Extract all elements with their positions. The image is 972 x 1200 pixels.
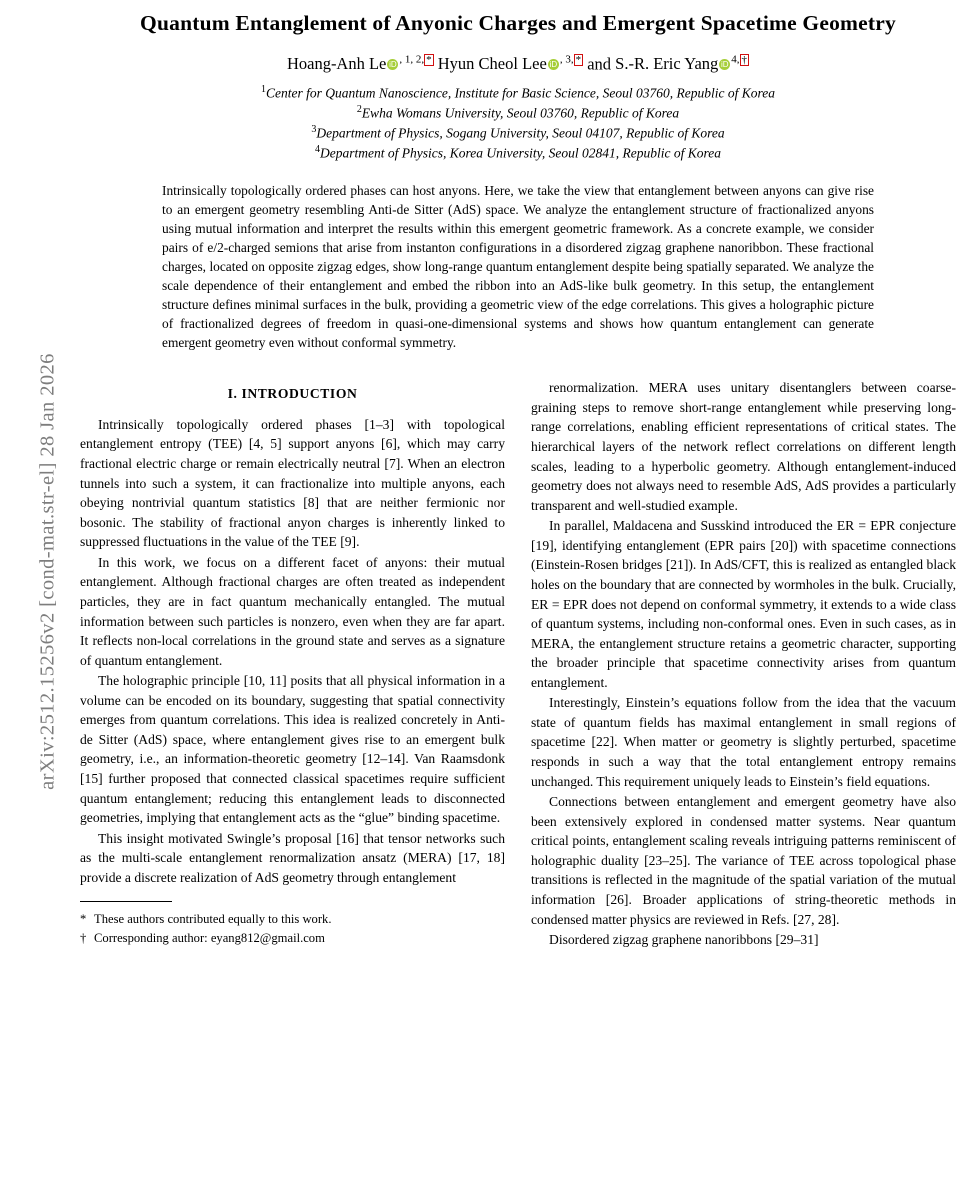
orcid-icon[interactable]: iD [549,60,558,70]
right-paragraph-2: In parallel, Maldacena and Susskind introduced the ER = EPR conjecture [19], identifying entanglement (EPR pairs [20]) with spacetime connections (Einstein-Rosen bridges [21]). In AdS/CFT, this is realized as entangled black holes on the boundary that are connected by wormholes in the bulk. Crucially, ER = EPR does not depend on conformal symmetry, it extends to a wide class of quantum systems, including non-conformal ones. Even in such cases, as in MERA, the entanglement structure retains a geometric character, supporting the broader principle that spacetime connectivity arises from quantum entanglement. [531,518,956,690]
footnote-mark-dagger[interactable]: † [741,53,748,66]
author-3-name: S.-R. Eric Yang [615,54,719,74]
right-paragraph-1: renormalization. MERA uses unitary disentanglers between coarse-graining steps to remove short-range entanglement while preserving long-range correlations, enabling efficient representations of critical states. The hierarchical layers of the network reflect correlations on different length scales, leading to a hyperbolic geometry. Although entanglement-induced geometry does not always need to resemble AdS, AdS provides a particularly transparent and well-studied example. [531,380,956,513]
affiliation-1-text: Center for Quantum Nanoscience, Institute for Basic Science, Seoul 03760, Republic of Korea [265,85,776,101]
affiliation-2-text: Ewha Womans University, Seoul 03760, Republic of Korea [361,105,680,121]
footnote-2-mark: † [80,931,87,946]
left-paragraph-4: This insight motivated Swingle’s proposal [16] that tensor networks such as the multi-scale entanglement renormalization ansatz (MERA) [17, 18] provide a discrete realization of AdS geometry through entanglement [80,830,505,885]
footnote-list [80,910,505,948]
affiliation-4-text: Department of Physics, Korea University, Seoul 02841, Republic of Korea [320,145,721,161]
footnote-1-text: These authors contributed equally to this work. [94,912,332,927]
author-list [80,53,956,75]
affiliation-2 [80,103,956,123]
author-2-affil-sups: , 3, [559,53,574,66]
right-paragraph-3: Interestingly, Einstein’s equations follow from the idea that the vacuum state of quantum fields has maximal entanglement in small regions of spacetime [22]. When matter or geometry is slightly perturbed, spacetime responds in such a way that the total entanglement entropy remains unchanged. This requirement uniquely leads to Einstein’s field equations. [531,695,956,789]
affiliation-3-sup: 3 [311,123,317,135]
page-title: Quantum Entanglement of Anyonic Charges and Emergent Spacetime Geometry [140,11,896,35]
abstract-text: Intrinsically topologically ordered phases can host anyons. Here, we take the view that entanglement between anyons can give rise to an emergent geometry resembling Anti-de Sitter (AdS) space. We analyze the entanglement structure of fractionalized anyons using mutual information and interpret the results within this emergent geometric framework. As a concrete example, we consider pairs of e/2-charged semions that arise from instanton configurations in a disordered zigzag graphene nanoribbon. These fractional charges, located on opposite zigzag edges, show long-range quantum entanglement despite being spatially separated. We analyze the scale dependence of their entanglement and embed the ribbon into an AdS-like bulk geometry. In this setup, the entanglement structure defines minimal surfaces in the bulk, providing a geometric view of the edge correlations. This gives a holographic picture of fractionalized degrees of freedom in quasi-one-dimensional systems and shows how quantum entanglement can generate emergent geometry even without conformal symmetry. [162,183,874,351]
section-heading-introduction: I. INTRODUCTION [227,386,358,402]
left-paragraph-3: The holographic principle [10, 11] posits that all physical information in a volume can be encoded on its boundary, suggesting that spatial connectivity emerges from quantum correlations. This idea is realized concretely in Anti-de Sitter (AdS) space, where entanglement gives rise to an emergent bulk geometry, i.e., an information-theoretic geometry [12–14]. Van Raamsdonk [15] further proposed that connected classical spacetimes require sufficient quantum entanglement; reducing this entanglement leads to disconnected geometries, implying that entanglement acts as the “glue” binding spacetime. [80,673,505,826]
affiliation-3 [80,123,956,143]
affiliation-4-sup: 4 [315,144,321,155]
affiliation-4 [80,143,956,163]
author-3 [615,54,749,73]
footnote-mark-asterisk[interactable]: * [575,53,582,66]
footnote-mark-asterisk[interactable]: * [426,53,432,66]
left-paragraph-1: Intrinsically topologically ordered phases [1–3] with topological entanglement entropy (TEE) [4, 5] support anyons [6], which may carry fractional electric charge or remain electrically neutral [7]. When an electron tunnels into such a system, it can fractionalize into multiple anyons, each obeying nontrivial quantum statistics [8] that are neither fermionic nor bosonic. The stability of fractional anyon charges is inherently linked to suppressed fluctuations in the value of the TEE [9]. [80,416,505,550]
right-paragraph-4: Connections between entanglement and emergent geometry have also been extensively explored in condensed matter systems. Near quantum critical points, entanglement scaling reveals intriguing patterns reminiscent of holographic duality [23–25]. The variance of TEE across topological phase transitions is reflected in the magnitude of the spatial variation of the mutual information [26]. Broader applications of string-theoretic methods in condensed matter physics are reviewed in Refs. [27, 28]. [531,794,956,927]
author-1 [287,54,438,73]
footnote-1-mark: * [80,912,87,927]
left-column [80,378,505,949]
affiliation-3-text: Department of Physics, Sogang University, Seoul 04107, Republic of Korea [316,125,725,141]
footnote-divider [80,901,172,902]
affiliation-2-sup: 2 [356,103,362,115]
arxiv-identifier-stamp: arXiv:2512.15256v2 [cond-mat.str-el] 28 Jan 2026 [36,353,59,790]
author-3-affil-sups: 4, [731,53,740,66]
footnote-1 [80,910,505,929]
author-2-name: Hyun Cheol Lee [437,54,547,74]
author-2 [438,54,587,73]
affiliation-1 [80,83,956,103]
author-joiner-and: and [587,54,612,74]
author-1-affil-sups: , 1, 2, [399,53,425,66]
body-columns [80,378,956,949]
orcid-icon[interactable]: iD [721,60,729,70]
paper-content [80,0,956,950]
orcid-icon[interactable]: iD [389,60,397,70]
right-paragraph-5-partial: Disordered zigzag graphene nanoribbons [29–31] [549,932,819,948]
left-paragraph-2: In this work, we focus on a different facet of anyons: their mutual entanglement. Although fractional charges are often treated as independent particles, they are in fact quantum mechanically entangled. The mutual information between such particles is nonzero, even when they are far apart. It reflects non-local correlations in the ground state and serves as a signature of quantum entanglement. [80,554,505,668]
right-column [531,378,956,949]
footnote-2-text[interactable]: Corresponding author: eyang812@gmail.com [94,931,325,946]
footnote-2 [80,929,505,948]
author-1-name: Hoang-Anh Le [286,54,387,74]
affiliation-1-sup: 1 [260,83,266,95]
affiliation-list [80,83,956,163]
